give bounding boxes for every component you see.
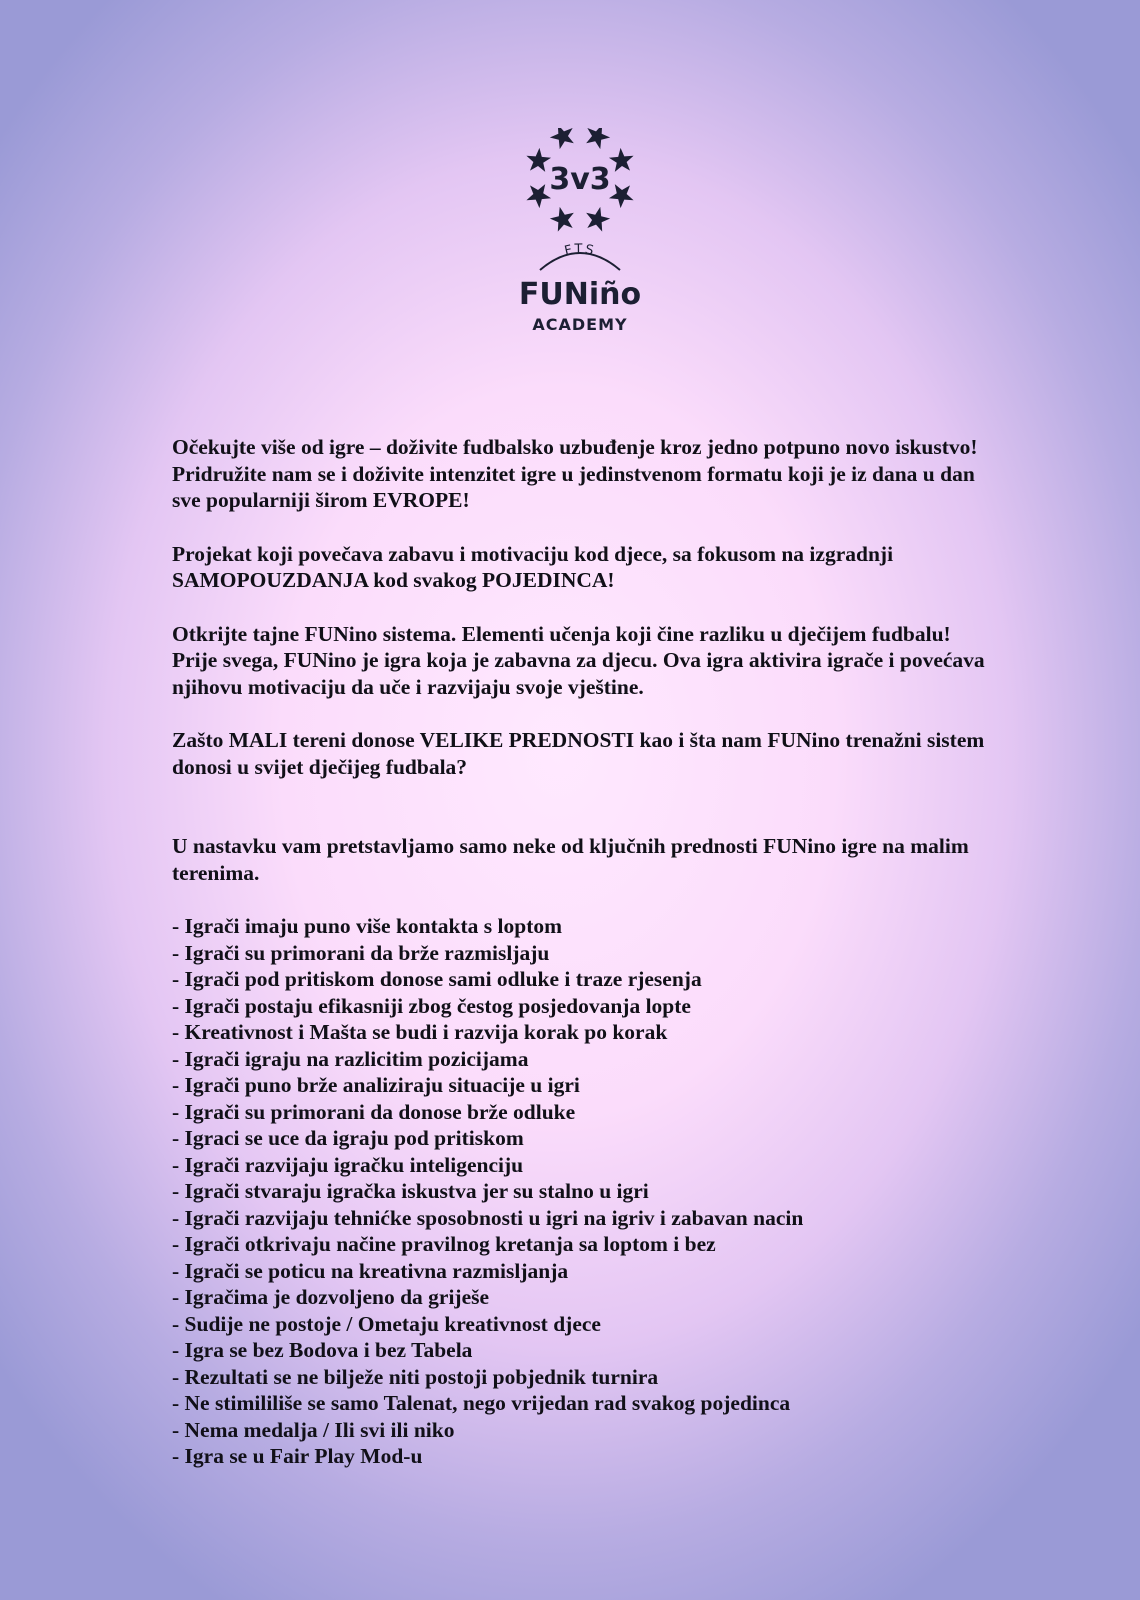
benefit-item: - Igrači razvijaju igračku inteligenciju xyxy=(172,1152,524,1177)
star-icon xyxy=(526,184,551,208)
star-icon xyxy=(550,128,574,149)
benefit-item: - Igračima je dozvoljeno da griješe xyxy=(172,1285,490,1309)
benefit-item: - Igrači imaju puno više kontakta s loptom xyxy=(172,914,563,938)
benefit-item: - Igrači pod pritiskom donose sami odluke i traze rjesenja xyxy=(172,967,702,991)
star-icon xyxy=(526,148,551,172)
benefit-item: - Sudije ne postoje / Ometaju kreativnost djece xyxy=(172,1311,601,1336)
benefit-item: - Rezultati se ne bilježe niti postoji pobjednik turnira xyxy=(172,1364,659,1389)
star-icon xyxy=(550,207,574,232)
benefit-item: - Igrači razvijaju tehnićke sposobnosti u igri na igriv i zabavan nacin xyxy=(172,1205,804,1230)
brand-subtitle: ACADEMY xyxy=(532,315,628,334)
question-paragraph: Zašto MALI tereni donose VELIKE PREDNOSTI kao i šta nam FUNino trenažni sistem donosi u svijet dječijeg fudbala? xyxy=(172,728,985,779)
document-body xyxy=(172,434,992,1470)
benefit-item: - Kreativnost i Mašta se budi i razvija korak po korak xyxy=(172,1020,668,1044)
benefit-item: - Igrači su primorani da donose brže odluke xyxy=(172,1099,576,1124)
star-icon xyxy=(586,128,610,149)
project-paragraph: Projekat koji povečava zabavu i motivaciju kod djece, sa fokusom na izgradnji SAMOPOUZDANJA kod svakog POJEDINCA! xyxy=(172,541,894,592)
logo-emblem xyxy=(440,128,720,348)
benefits-intro-paragraph: U nastavku vam pretstavljamo samo neke od ključnih prednosti FUNino igre na malim terenima. xyxy=(172,834,969,885)
benefit-item: - Igraci se uce da igraju pod pritiskom xyxy=(172,1126,524,1150)
brand-name: FUNiño xyxy=(518,277,642,312)
benefits-list xyxy=(172,913,992,1470)
benefit-item: - Igra se bez Bodova i bez Tabela xyxy=(172,1338,473,1362)
benefit-item: - Igrači se poticu na kreativna razmisljanja xyxy=(172,1258,569,1283)
benefit-item: - Igrači su primorani da brže razmisljaju xyxy=(172,940,550,965)
badge-text: 3v3 xyxy=(549,162,611,197)
benefit-item: - Igrači stvaraju igračka iskustva jer su stalno u igri xyxy=(172,1179,649,1203)
arc-text: FTS xyxy=(563,241,597,260)
funino-academy-logo xyxy=(440,128,720,348)
star-icon xyxy=(609,148,634,172)
benefit-item: - Igrači puno brže analiziraju situacije u igri xyxy=(172,1073,580,1097)
benefit-item: - Ne stimililiše se samo Talenat, nego vrijedan rad svakog pojedinca xyxy=(172,1391,791,1415)
intro-paragraph: Očekujte više od igre – doživite fudbalsko uzbuđenje kroz jedno potpuno novo iskustvo! Pridružite nam se i doživite intenzitet igre u jedinstvenom formatu koji je iz dana u dan sve popularniji širom EVROPE! xyxy=(172,435,978,512)
star-icon xyxy=(586,207,610,232)
benefit-item: - Igra se u Fair Play Mod-u xyxy=(172,1444,423,1468)
star-icon xyxy=(609,184,634,208)
benefit-item: - Nema medalja / Ili svi ili niko xyxy=(172,1417,455,1442)
benefit-item: - Igrači postaju efikasniji zbog čestog posjedovanja lopte xyxy=(172,993,691,1018)
system-paragraph: Otkrijte tajne FUNino sistema. Elementi učenja koji čine razliku u dječijem fudbalu! Prije svega, FUNino je igra koja je zabavna za djecu. Ova igra aktivira igrače i povećava njihovu motivaciju da uče i razvijaju svoje vještine. xyxy=(172,621,985,699)
benefit-item: - Igrači otkrivaju načine pravilnog kretanja sa loptom i bez xyxy=(172,1232,716,1256)
benefit-item: - Igrači igraju na razlicitim pozicijama xyxy=(172,1046,529,1071)
